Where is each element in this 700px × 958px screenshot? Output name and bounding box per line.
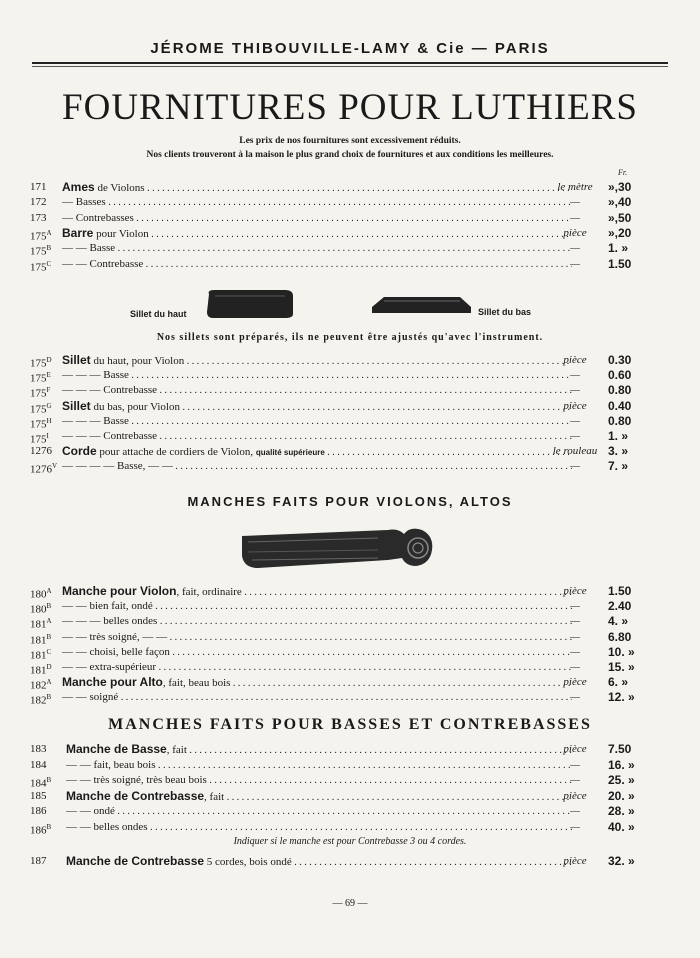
item-price: »,20 (608, 225, 632, 240)
violin-neck-illustration (238, 520, 438, 576)
item-number: $175^C$ (30, 259, 52, 274)
item-price: 15. » (608, 660, 635, 674)
item-number: $175^D$ (30, 356, 52, 370)
item-price: 0.80 (608, 383, 632, 398)
catalog-item-row (30, 789, 650, 804)
item-description (62, 444, 572, 460)
item-number-suffix: A (46, 228, 52, 237)
item-price: 1. » (608, 429, 629, 443)
item-name: Sillet (62, 353, 91, 367)
item-unit: — (570, 630, 580, 643)
catalog-item-row (30, 211, 650, 226)
item-number-suffix: C (46, 259, 52, 268)
catalog-item-row (30, 614, 650, 632)
item-price: 1.50 (608, 584, 632, 598)
item-number: $181^C$ (30, 647, 52, 662)
item-number-suffix: D (46, 663, 52, 671)
item-number-suffix: G (46, 401, 52, 410)
item-description (66, 804, 572, 819)
item-unit: — (570, 211, 580, 224)
item-name: Sillet (62, 398, 91, 413)
item-description (62, 614, 572, 629)
item-name: Corde (62, 444, 97, 459)
item-detail: pour attache de cordiers de Violon, (96, 446, 256, 459)
item-number: $180^A$ (30, 587, 52, 601)
item-number-suffix: V (52, 462, 58, 471)
item-price: 28. » (608, 804, 635, 818)
item-number: 172 (30, 196, 47, 209)
item-detail: — — — belles ondes (62, 615, 158, 628)
item-number: 173 (30, 211, 47, 224)
item-price: 7.50 (608, 742, 632, 756)
item-price: 4. » (608, 614, 629, 629)
sillet-bas-label: Sillet du bas (478, 307, 532, 317)
item-unit: pièce (563, 743, 587, 755)
item-number: $180^B$ (30, 602, 52, 616)
item-unit: — (570, 645, 580, 658)
item-description (66, 789, 572, 805)
item-number-suffix: B (46, 244, 52, 253)
item-unit: — (570, 820, 580, 833)
catalog-item-row (30, 804, 650, 819)
section-heading-violons: MANCHES FAITS POUR VIOLONS, ALTOS (187, 494, 513, 509)
item-number: $181^A$ (30, 617, 52, 632)
item-number: 1276 (30, 445, 52, 458)
catalog-item-row (30, 758, 650, 773)
item-number: $175^F$ (30, 386, 51, 401)
item-detail: — Contrebasses (62, 211, 134, 224)
catalog-item-row (30, 773, 650, 788)
page-title: FOURNITURES POUR LUTHIERS (62, 87, 638, 128)
sillet-haut-illustration (205, 288, 295, 320)
item-number: $175^I$ (30, 432, 49, 446)
item-price: 32. » (608, 854, 635, 868)
item-number-suffix: A (46, 587, 52, 595)
sillet-bas-illustration (370, 295, 473, 319)
contrebasse-note: Indiquer si le manche est pour Contrebasse 3 ou 4 cordes. (233, 836, 467, 847)
item-price: 25. » (608, 773, 635, 787)
item-detail: — — belles ondes (66, 820, 148, 833)
catalog-item-row (30, 241, 650, 256)
item-unit: pièce (563, 789, 587, 802)
item-description (62, 414, 572, 429)
catalog-item-row (30, 180, 650, 195)
item-price: 16. » (608, 757, 635, 772)
item-number: $1276^V$ (30, 462, 58, 477)
catalog-item-row (30, 353, 650, 368)
item-unit: pièce (563, 399, 587, 412)
item-detail: , fait (204, 790, 225, 803)
item-number: $175^A$ (30, 228, 52, 243)
item-number: 171 (30, 181, 47, 193)
item-number: $181^B$ (30, 632, 52, 647)
catalog-item-row (30, 584, 650, 599)
item-detail: du bas, pour Violon (90, 400, 180, 413)
sillet-haut-label: Sillet du haut (130, 309, 187, 319)
item-price: 1.50 (608, 256, 632, 271)
item-name: Manche pour Violon (62, 584, 177, 598)
item-detail: — — ondé (66, 805, 115, 817)
item-price: 12. » (608, 690, 635, 705)
item-number-suffix: D (46, 356, 52, 364)
item-description (66, 854, 572, 870)
catalog-item-row (30, 630, 650, 645)
item-number: $184^B$ (30, 776, 52, 790)
intro-line-2: Nos clients trouveront à la maison le plus grand choix de fournitures et aux conditions les meilleures. (146, 150, 554, 160)
item-price: 6. » (608, 675, 629, 690)
item-description (62, 241, 572, 256)
page-number: — 69 — (332, 898, 368, 909)
item-price: 2.40 (608, 599, 632, 614)
item-number-suffix: H (46, 416, 52, 425)
item-unit: — (570, 661, 580, 673)
item-number: 183 (30, 743, 47, 755)
item-number-suffix: B (46, 602, 52, 611)
catalog-item-row (30, 660, 650, 675)
item-description (62, 429, 572, 444)
item-description (66, 820, 572, 835)
item-name: Manche pour Alto (62, 675, 163, 690)
item-detail: — — Contrebasse (62, 257, 144, 270)
item-unit: pièce (563, 855, 587, 867)
item-price: 0.60 (608, 368, 632, 383)
item-description (62, 368, 572, 383)
item-detail: , fait, beau bois (162, 677, 231, 690)
item-number-suffix: A (46, 617, 52, 626)
item-number-suffix: I (46, 432, 49, 440)
item-description (62, 630, 572, 645)
item-number: 187 (30, 855, 47, 867)
item-unit: — (570, 460, 580, 473)
item-price: 6.80 (608, 629, 632, 644)
item-price: 1. » (608, 241, 629, 256)
catalog-item-row (30, 444, 650, 459)
item-detail: — — — Contrebasse (62, 384, 158, 397)
item-number-suffix: B (46, 822, 52, 831)
item-number-suffix: E (46, 371, 51, 380)
item-number: $175^H$ (30, 416, 52, 431)
item-unit: pièce (563, 226, 587, 239)
item-number: $175^B$ (30, 244, 52, 258)
item-price: 40. » (608, 819, 635, 834)
item-number: $186^B$ (30, 822, 52, 837)
item-detail: de Violons (94, 182, 145, 194)
item-unit: — (570, 196, 580, 209)
item-description (62, 226, 572, 242)
item-unit: le rouleau (552, 445, 598, 458)
item-unit: — (570, 430, 580, 442)
catalog-item-row (30, 226, 650, 241)
item-description (66, 742, 572, 758)
item-price: 7. » (608, 459, 629, 474)
catalog-item-row (30, 459, 650, 477)
item-description (62, 399, 572, 415)
item-description (66, 773, 572, 788)
item-detail: — — fait, beau bois (66, 758, 156, 771)
page-header: JÉROME THIBOUVILLE-LAMY & Cie — PARIS (150, 40, 550, 57)
item-detail: — — Basse (62, 242, 116, 255)
item-number: $181^D$ (30, 663, 52, 677)
section-heading-basses: MANCHES FAITS POUR BASSES ET CONTREBASSES (108, 716, 592, 733)
item-detail: , fait, ordinaire (176, 586, 242, 598)
item-detail: — — très soigné, — — (62, 630, 168, 643)
item-unit: pièce (563, 585, 587, 597)
item-detail: — — très soigné, très beau bois (66, 774, 207, 786)
item-detail: — — — Contrebasse (62, 430, 158, 442)
item-name: Barre (62, 225, 94, 240)
catalog-item-row (30, 429, 650, 444)
catalog-item-row (30, 675, 650, 690)
item-unit: — (570, 774, 580, 786)
item-description (62, 599, 572, 614)
item-description (62, 353, 572, 369)
sillet-note: Nos sillets sont préparés, ils ne peuvent être ajustés qu'avec l'instrument. (156, 332, 544, 343)
item-price: 0.80 (608, 413, 632, 428)
item-detail: du haut, pour Violon (90, 355, 185, 367)
item-number: 186 (30, 805, 47, 817)
item-detail: — Basses (62, 196, 106, 209)
catalog-item-row (30, 257, 650, 272)
item-description (62, 211, 572, 226)
item-price: 20. » (608, 788, 635, 803)
item-number-suffix: B (46, 776, 52, 784)
header-rule (32, 62, 668, 64)
item-unit: — (570, 242, 580, 255)
catalog-item-row (30, 645, 650, 660)
item-description (62, 195, 572, 210)
item-description (66, 758, 572, 773)
item-number: $175^E$ (30, 371, 51, 385)
item-description (62, 383, 572, 398)
item-detail: — — extra-supérieur (62, 661, 157, 673)
item-detail: pour Violon (93, 227, 149, 240)
item-detail: — — bien fait, ondé (62, 600, 153, 613)
item-number: $182^B$ (30, 693, 52, 708)
item-number: $182^A$ (30, 678, 52, 692)
item-price: »,40 (608, 195, 632, 210)
item-detail: — — — Basse (62, 414, 129, 427)
catalog-item-row (30, 854, 650, 869)
item-number-suffix: A (46, 678, 52, 687)
item-unit: — (570, 369, 580, 382)
item-description (62, 584, 572, 600)
item-description (62, 645, 572, 660)
item-detail: , fait (166, 744, 187, 756)
item-unit: — (570, 414, 580, 427)
item-description (62, 675, 572, 691)
item-unit: pièce (563, 676, 587, 689)
item-price: 10. » (608, 644, 635, 659)
item-description (62, 257, 572, 272)
item-description (62, 180, 572, 196)
item-price: »,50 (608, 210, 632, 225)
item-number-suffix: B (46, 632, 52, 641)
item-number: 185 (30, 789, 47, 802)
catalog-item-row (30, 195, 650, 210)
item-number-suffix: B (46, 693, 52, 702)
item-description (62, 660, 572, 675)
item-unit: — (570, 758, 580, 771)
header-rule-thin (32, 66, 668, 67)
item-unit: — (570, 691, 580, 704)
item-detail: — — choisi, belle façon (62, 645, 170, 658)
catalog-item-row (30, 820, 650, 835)
item-name: Manche de Basse (66, 742, 167, 756)
catalog-item-row (30, 383, 650, 401)
item-quality: qualité supérieure (255, 448, 325, 458)
item-unit: pièce (563, 354, 587, 366)
item-name: Ames (62, 180, 95, 194)
item-detail: 5 cordes, bois ondé (204, 856, 292, 868)
item-unit: le mètre (557, 181, 593, 193)
catalog-item-row (30, 690, 650, 708)
item-unit: — (570, 257, 580, 270)
item-description (62, 690, 572, 705)
item-unit: — (570, 615, 580, 628)
item-number-suffix: C (46, 647, 52, 656)
item-name: Manche de Contrebasse (66, 854, 205, 868)
item-price: »,30 (608, 180, 632, 194)
item-description (62, 459, 572, 474)
catalog-item-row (30, 399, 650, 414)
catalog-item-row (30, 742, 650, 757)
catalog-item-row (30, 368, 650, 383)
item-unit: — (570, 600, 580, 613)
item-price: 0.30 (608, 353, 632, 367)
item-detail: — — — Basse (62, 369, 129, 382)
currency-label: Fr. (618, 168, 628, 177)
item-unit: — (570, 805, 580, 817)
item-price: 0.40 (608, 398, 632, 413)
intro-line-1: Les prix de nos fournitures sont excessivement réduits. (239, 136, 461, 146)
item-unit: — (570, 384, 580, 397)
catalog-item-row (30, 414, 650, 429)
item-detail: — — — — Basse, — — (62, 460, 173, 473)
item-detail: — — soigné (62, 691, 119, 704)
item-number: $175^G$ (30, 401, 52, 416)
item-number: 184 (30, 758, 47, 771)
item-name: Manche de Contrebasse (66, 788, 205, 803)
catalog-item-row (30, 599, 650, 614)
item-number-suffix: F (46, 386, 51, 395)
item-price: 3. » (608, 444, 629, 459)
